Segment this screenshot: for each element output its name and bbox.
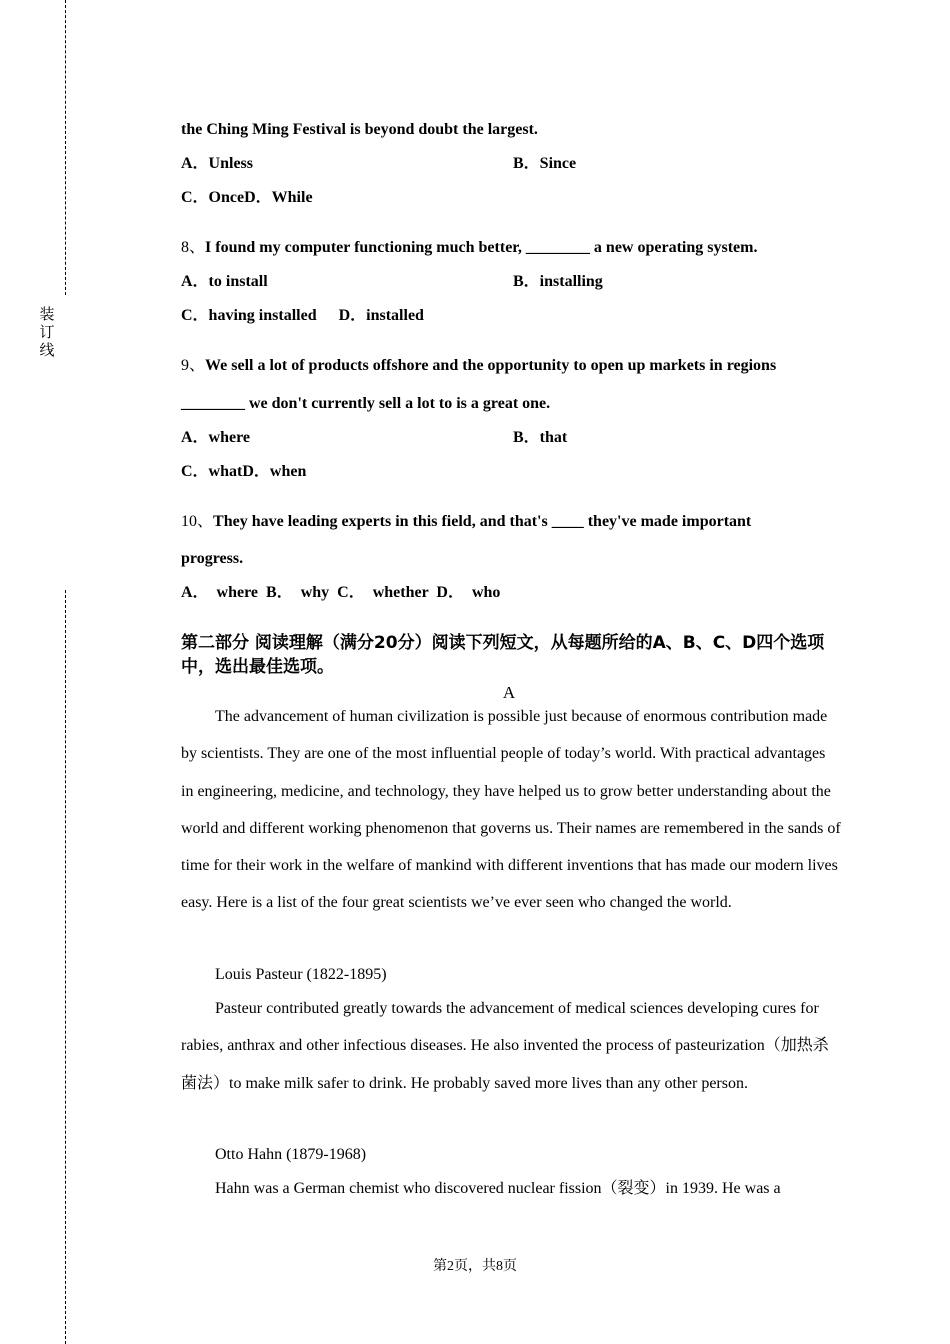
binding-label-char: 装 (39, 305, 55, 323)
q8-option-c: C．having installed (181, 307, 317, 324)
q8-options-row1 (181, 272, 841, 292)
binding-label-char: 订 (39, 323, 55, 341)
page-footer: 第2页，共8页 (433, 1259, 517, 1274)
q8-option-a: A．to install (181, 273, 268, 290)
q7-option-b: B．Since (513, 155, 577, 172)
q9-option-b: B．that (513, 429, 568, 446)
section-heading: 第二部分 阅读理解（满分20分）阅读下列短文，从每题所给的A、B、C、D四个选项中，选出最佳选项。 (181, 633, 825, 677)
q9-option-a: A．where (181, 429, 251, 446)
passage-letter: A (502, 683, 516, 702)
hahn-title-text: Otto Hahn (1879-1968) (215, 1146, 367, 1163)
q10-stem-line1 (181, 512, 751, 532)
q10-stem-text: They have leading experts in this field, and that's ____ they've made important (213, 513, 752, 530)
q9-options-row1 (181, 428, 841, 448)
pasteur-body-text: Pasteur contributed greatly towards the advancement of medical sciences developing cures for rabies, anthrax and other infectious diseases. He also invented the process of pasteurization（加热杀菌法）to make milk safer to drink. He probably saved more lives than any other person. (181, 1000, 829, 1092)
pasteur-body (181, 990, 841, 1102)
q8-option-b: B．installing (513, 273, 603, 290)
binding-line-label (38, 305, 56, 359)
pasteur-title-text: Louis Pasteur (1822-1895) (215, 966, 387, 983)
q9-stem-line1 (181, 356, 776, 376)
passage-intro-text: The advancement of human civilization is possible just because of enormous contribution made by scientists. They are one of the most influential people of today’s world. With practical advantages in engineering, medicine, and technology, they have helped us to grow better understanding about the world and different working phenomenon that governs us. Their names are remembered in the sands of time for their work in the welfare of mankind with different inventions that has made our modern lives easy. Here is a list of the four great scientists we’ve ever seen who changed the world. (181, 708, 841, 912)
q7-option-a: A．Unless (181, 155, 254, 172)
q9-stem-text: We sell a lot of products offshore and the opportunity to open up markets in regions (205, 357, 777, 374)
q8-option-d: D．installed (338, 307, 424, 324)
q9-number: 9、 (181, 357, 206, 374)
q9-stem-line2: ________ we don't currently sell a lot to is a great one. (181, 395, 551, 412)
hahn-body (181, 1170, 841, 1207)
pasteur-title (181, 956, 841, 993)
q8-stem (181, 238, 757, 258)
q8-options-row2 (181, 306, 424, 326)
q7-option-cd: C．OnceD．While (181, 189, 313, 206)
q8-number: 8、 (181, 239, 206, 256)
binding-dashed-line-top (65, 0, 66, 295)
q7-stem-tail: the Ching Ming Festival is beyond doubt the largest. (181, 121, 538, 138)
hahn-body-text: Hahn was a German chemist who discovered nuclear fission（裂变）in 1939. He was a (215, 1180, 781, 1197)
q8-stem-text: I found my computer functioning much better, ________ a new operating system. (205, 239, 758, 256)
q10-stem-line2: progress. (181, 550, 244, 567)
q10-number: 10、 (181, 513, 214, 530)
hahn-title (181, 1136, 841, 1173)
binding-label-char: 线 (39, 341, 55, 359)
passage-intro (181, 698, 841, 922)
q10-options: A． where B． why C． whether D． who (181, 584, 501, 601)
q9-option-cd: C．whatD．when (181, 463, 307, 480)
q7-options-row1 (181, 154, 841, 174)
binding-dashed-line-bottom (65, 590, 66, 1344)
